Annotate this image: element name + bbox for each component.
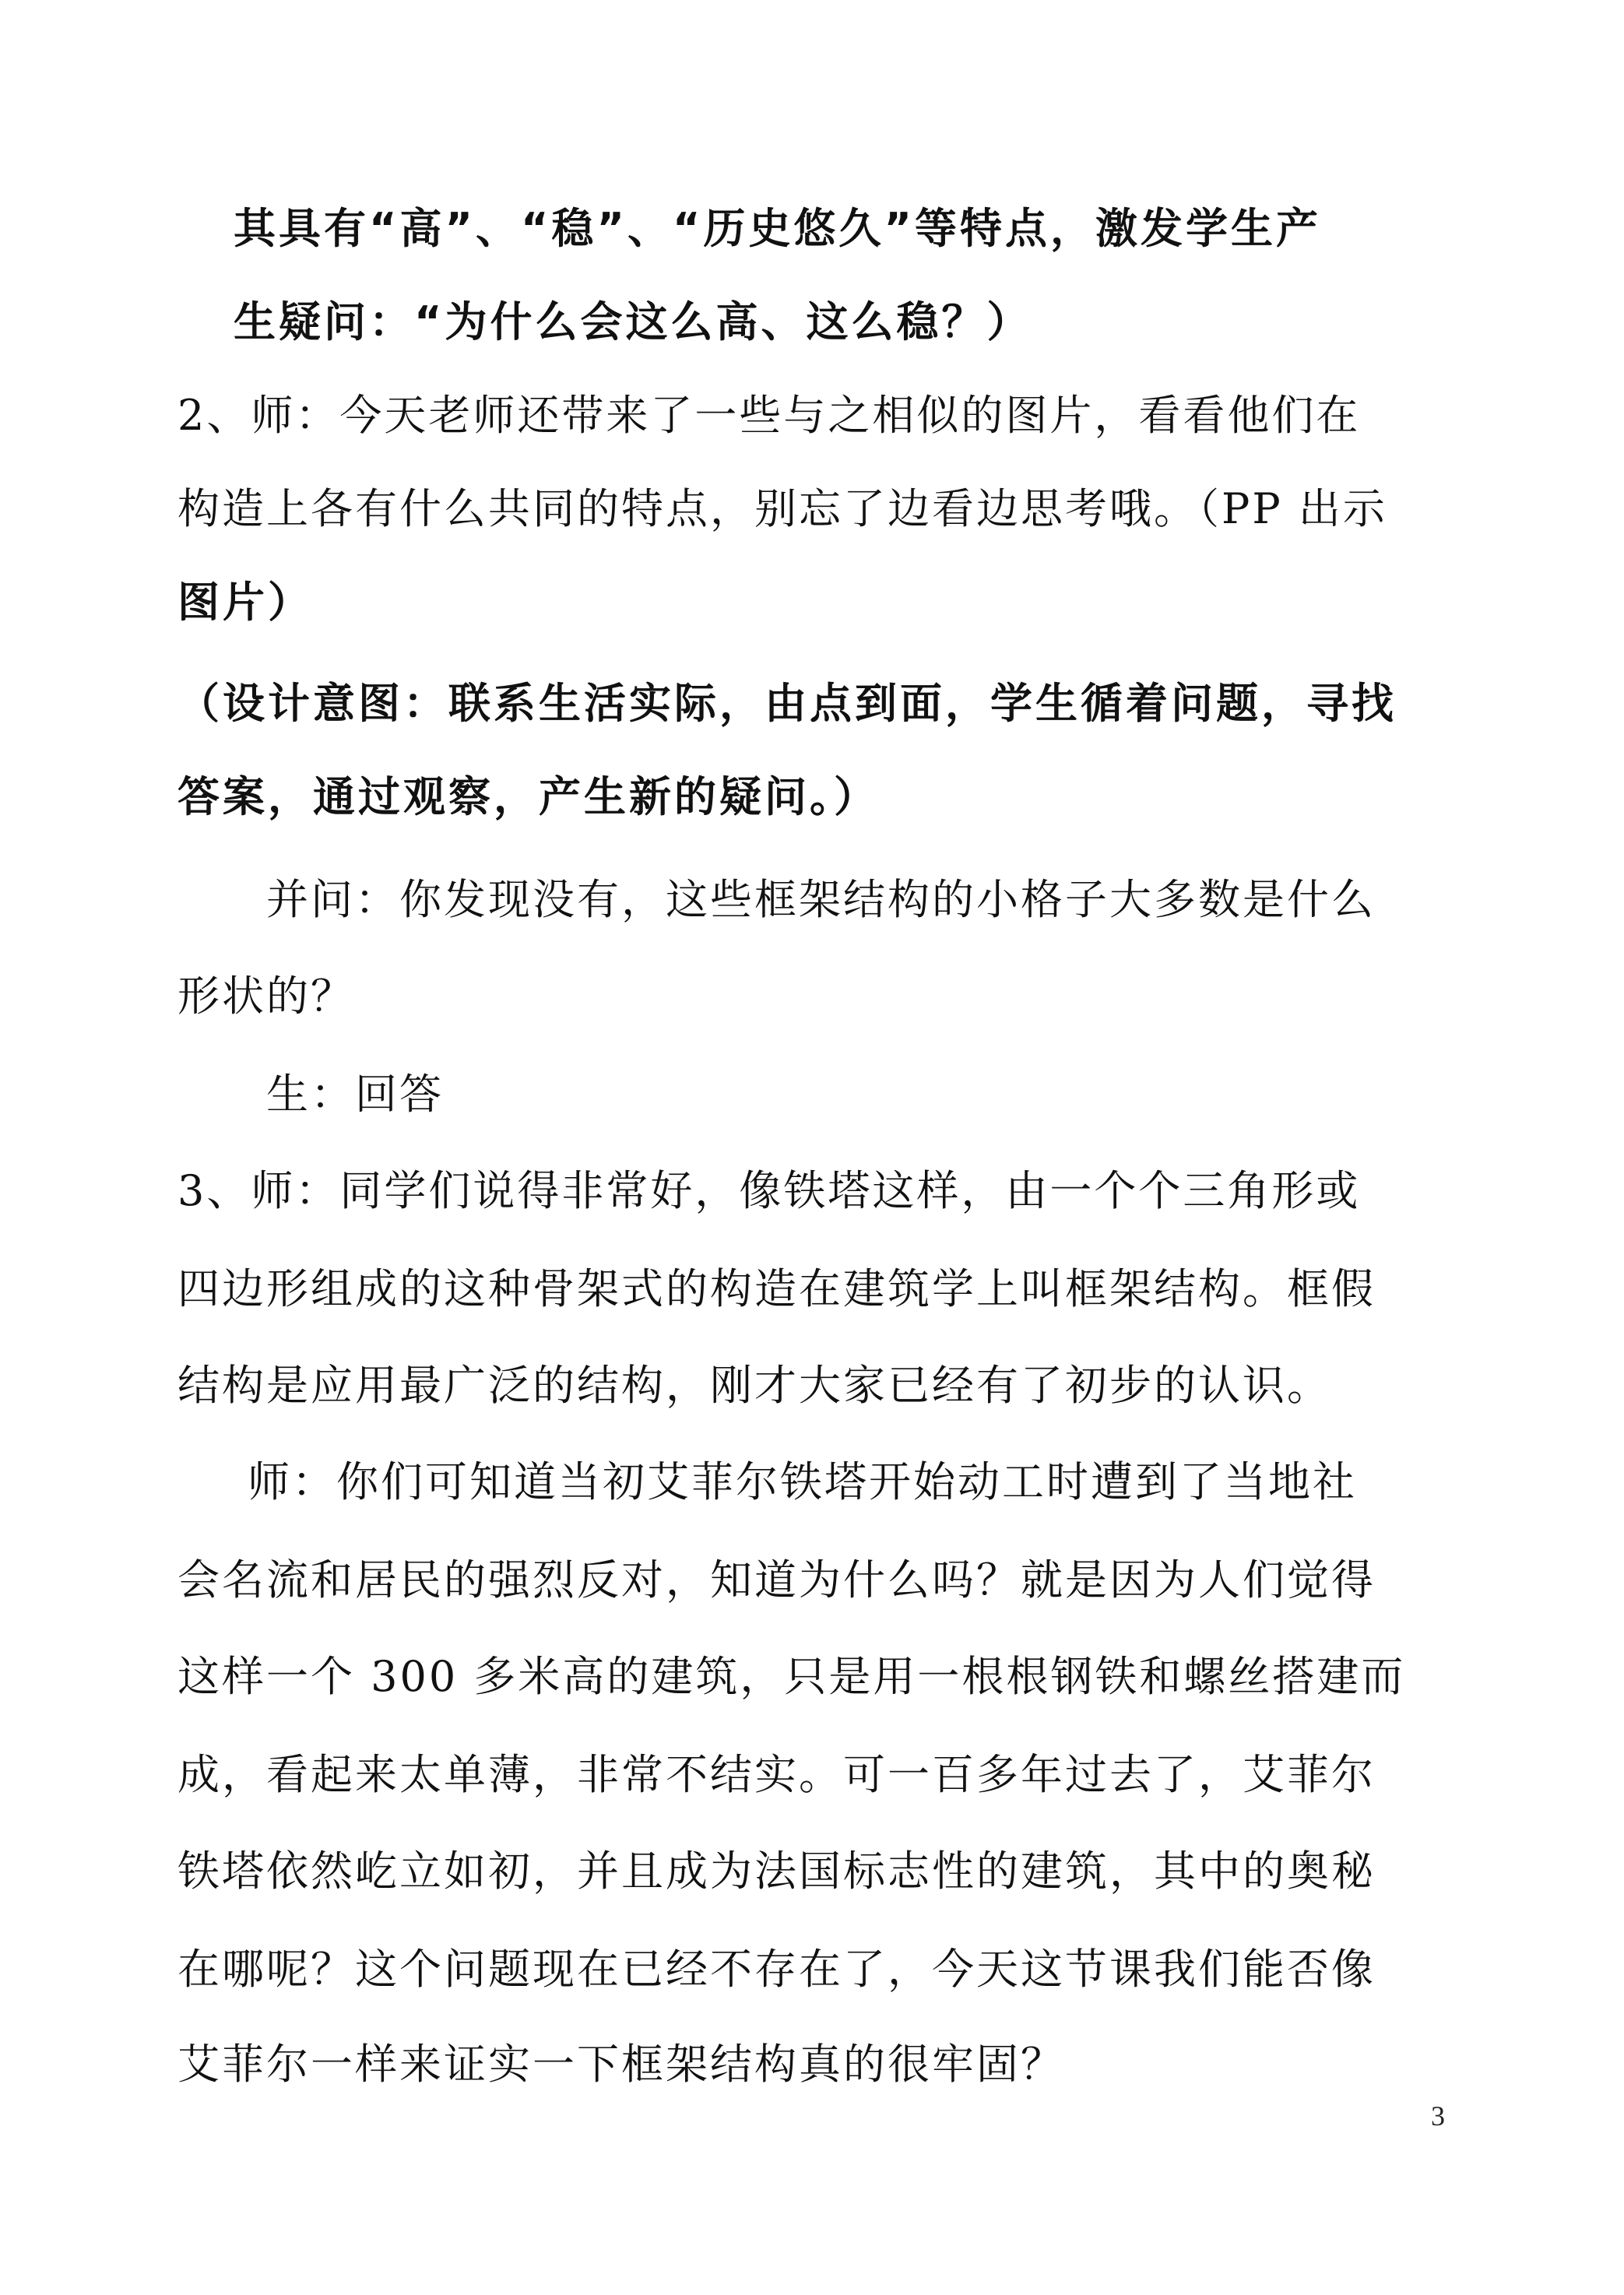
text-line-5: 图片）	[178, 578, 313, 627]
text-line-8: 并问：你发现没有，这些框架结构的小格子大多数是什么	[266, 875, 1376, 924]
text-line-2: 生疑问：“为什么会这么高、这么稳？）	[234, 297, 1032, 346]
text-line-10: 生：回答	[266, 1070, 444, 1119]
text-line-20: 艾菲尔一样来证实一下框架结构真的很牢固？	[178, 2040, 1065, 2089]
text-line-1: 其具有“高”、“稳”、“历史悠久”等特点，激发学生产	[234, 204, 1321, 253]
text-line-14: 师：你们可知道当初艾菲尔铁塔开始动工时遭到了当地社	[248, 1457, 1357, 1506]
text-line-3: 2、师：今天老师还带来了一些与之相似的图片，看看他们在	[178, 391, 1361, 440]
text-line-17: 成，看起来太单薄，非常不结实。可一百多年过去了，艾菲尔	[178, 1750, 1376, 1799]
text-line-9: 形状的？	[178, 972, 355, 1021]
text-line-4: 构造上各有什么共同的特点，别忘了边看边思考哦。（PP 出示	[178, 484, 1387, 533]
text-line-15: 会名流和居民的强烈反对，知道为什么吗？就是因为人们觉得	[178, 1555, 1376, 1604]
text-line-18: 铁塔依然屹立如初，并且成为法国标志性的建筑，其中的奥秘	[178, 1847, 1376, 1896]
text-line-16: 这样一个 300 多米高的建筑，只是用一根根钢铁和螺丝搭建而	[178, 1652, 1406, 1701]
text-line-19: 在哪呢？这个问题现在已经不存在了，今天这节课我们能否像	[178, 1945, 1376, 1994]
design-intent-line-2: 答案，通过观察，产生新的疑问。）	[178, 772, 879, 821]
text-line-13: 结构是应用最广泛的结构，刚才大家已经有了初步的认识。	[178, 1361, 1331, 1410]
text-line-11: 3、师：同学们说得非常好，像铁塔这样，由一个个三角形或	[178, 1166, 1361, 1215]
text-line-12: 四边形组成的这种骨架式的构造在建筑学上叫框架结构。框假	[178, 1264, 1376, 1313]
page-number: 3	[1431, 2100, 1445, 2132]
design-intent-line-1: （设计意图：联系生活实际，由点到面，学生循着问题，寻找	[178, 679, 1397, 728]
